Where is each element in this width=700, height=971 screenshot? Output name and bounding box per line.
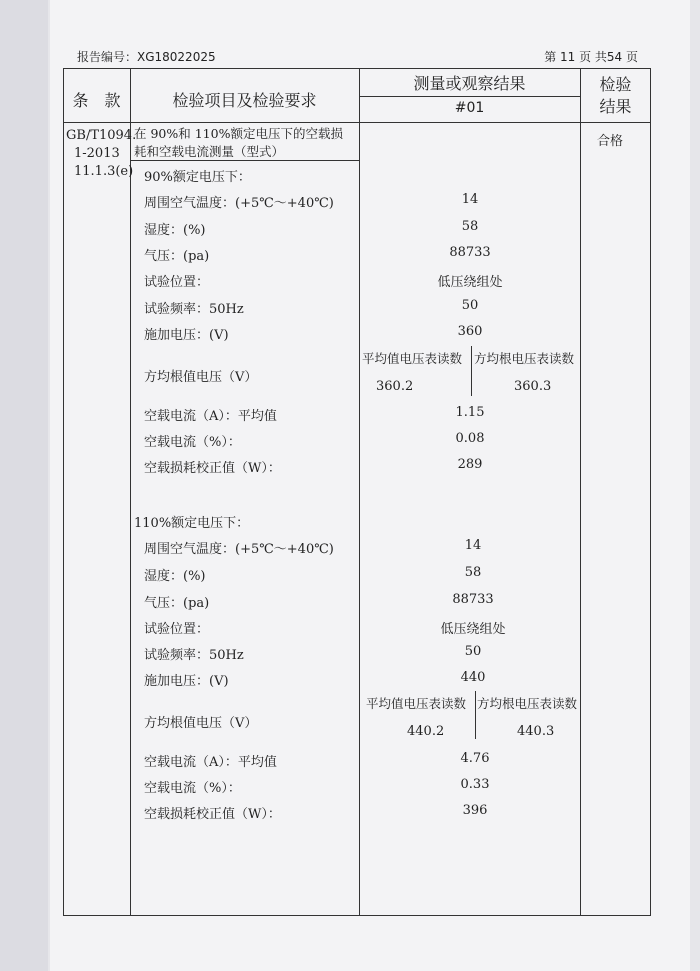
s90-loss-label: 空载损耗校正值（W）： [144, 461, 281, 476]
header-item: 检验项目及检验要求 [172, 91, 317, 110]
section-90-title: 90%额定电压下： [144, 170, 251, 185]
s90-voltage-value: 360 [457, 324, 483, 339]
s110-current-a-value: 4.76 [460, 751, 490, 766]
s110-humidity-value: 58 [464, 565, 482, 580]
s110-loss-label: 空载损耗校正值（W）： [144, 807, 281, 822]
section-110-title: 110%额定电压下： [134, 516, 250, 531]
s90-frequency-label: 试验频率：50Hz [144, 302, 244, 317]
s110-frequency-label: 试验频率：50Hz [144, 648, 244, 663]
verdict: 合格 [597, 134, 624, 149]
s110-pressure-value: 88733 [452, 592, 494, 607]
header-verdict-1: 检验 [599, 75, 632, 94]
col-divider-result [580, 68, 581, 916]
left-page-edge [0, 0, 48, 971]
s90-voltage-label: 施加电压：(V) [144, 328, 229, 343]
s110-pressure-label: 气压：(pa) [144, 596, 210, 611]
s90-humidity-label: 湿度：(%) [144, 223, 206, 238]
s110-voltage-value: 440 [460, 670, 486, 685]
col-divider-clause [130, 68, 131, 916]
s90-current-pct-value: 0.08 [455, 431, 485, 446]
s90-humidity-value: 58 [461, 219, 479, 234]
s110-rms-header: 方均根电压表读数 [477, 696, 578, 711]
s110-position-label: 试验位置： [144, 622, 210, 637]
header-verdict-2: 结果 [599, 97, 632, 116]
header-bottom-line [63, 122, 651, 123]
s90-position-value: 低压绕组处 [437, 275, 503, 290]
s90-rms-header: 方均根电压表读数 [474, 351, 575, 366]
s90-rms-label: 方均根值电压（V） [144, 370, 258, 385]
s110-rms-value: 440.3 [517, 724, 555, 739]
s90-pressure-label: 气压：(pa) [144, 249, 210, 264]
s90-temp-value: 14 [461, 192, 479, 207]
s110-position-value: 低压绕组处 [440, 622, 506, 637]
s90-current-pct-label: 空载电流（%）： [144, 435, 241, 450]
clause-line-1: GB/T1094. [66, 128, 137, 143]
s110-current-pct-label: 空载电流（%）： [144, 781, 241, 796]
header-clause: 条 款 [72, 91, 121, 110]
s90-current-a-value: 1.15 [455, 405, 485, 420]
s110-avg-header: 平均值电压表读数 [366, 696, 467, 711]
s110-current-pct-value: 0.33 [460, 777, 490, 792]
s110-temp-label: 周围空气温度：(+5℃～+40℃) [144, 542, 334, 557]
s90-avg-value: 360.2 [376, 379, 414, 394]
item-title-line-1: 在 90%和 110%额定电压下的空载损 [134, 126, 343, 141]
s110-voltage-label: 施加电压：(V) [144, 674, 229, 689]
s90-avg-header: 平均值电压表读数 [362, 351, 463, 366]
report-number: 报告编号：XG18022025 [77, 50, 216, 64]
header-result: 测量或观察结果 [413, 74, 526, 93]
s90-loss-value: 289 [457, 457, 483, 472]
item-title-underline [130, 160, 359, 161]
s110-humidity-label: 湿度：(%) [144, 569, 206, 584]
s110-reading-divider [475, 691, 476, 739]
clause-line-3: 11.1.3(e) [74, 164, 134, 179]
col-divider-item [359, 68, 360, 916]
result-header-divider [359, 96, 580, 97]
s110-frequency-value: 50 [464, 644, 482, 659]
header-result-sample: #01 [454, 100, 485, 116]
page-number: 第 11 页 共54 页 [544, 50, 638, 64]
s90-rms-value: 360.3 [514, 379, 552, 394]
s110-rms-label: 方均根值电压（V） [144, 716, 258, 731]
s90-current-a-label: 空载电流（A）：平均值 [144, 409, 277, 424]
s90-position-label: 试验位置： [144, 275, 210, 290]
s110-temp-value: 14 [464, 538, 482, 553]
s90-frequency-value: 50 [461, 298, 479, 313]
s90-reading-divider [471, 346, 472, 396]
clause-line-2: 1-2013 [74, 146, 120, 161]
item-title-line-2: 耗和空载电流测量（型式） [134, 144, 285, 159]
s110-loss-value: 396 [462, 803, 488, 818]
s90-pressure-value: 88733 [449, 245, 491, 260]
s90-temp-label: 周围空气温度：(+5℃～+40℃) [144, 196, 334, 211]
s110-avg-value: 440.2 [407, 724, 445, 739]
s110-current-a-label: 空载电流（A）：平均值 [144, 755, 277, 770]
